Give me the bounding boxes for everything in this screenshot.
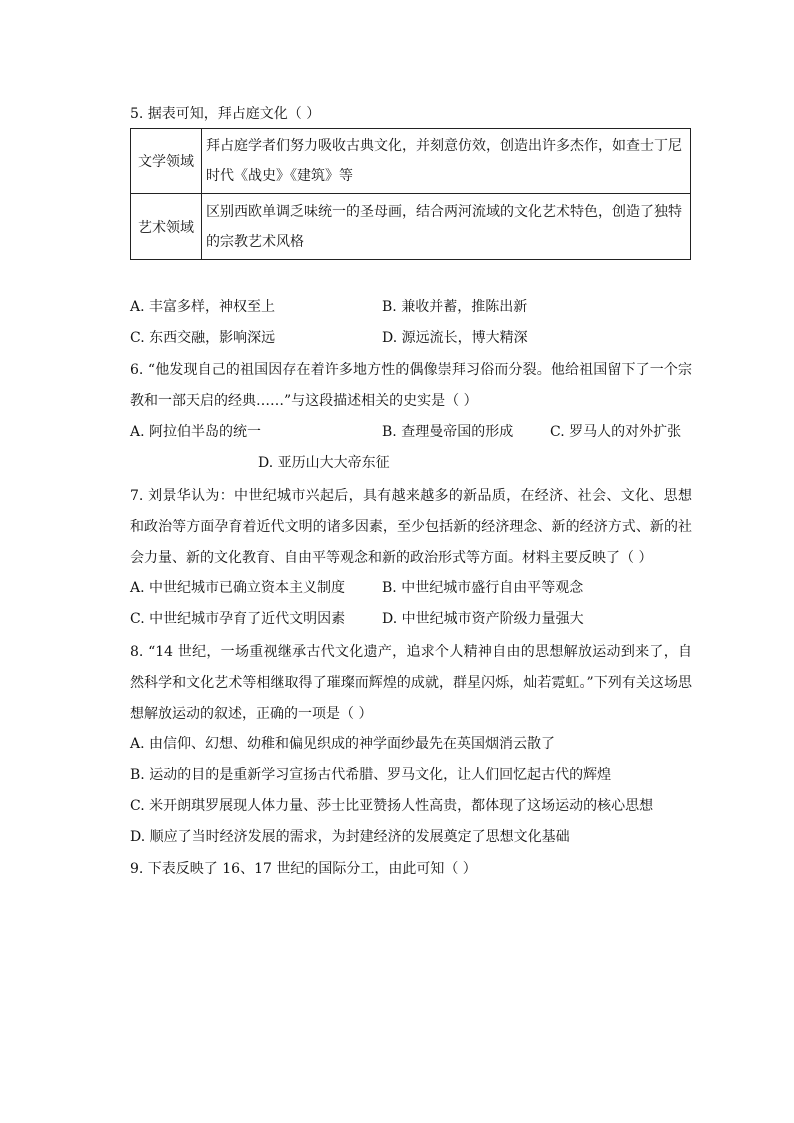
table-row <box>131 129 691 194</box>
table-cell-key: 艺术领域 <box>131 194 202 260</box>
table-cell-value: 区别西欧单调乏味统一的圣母画，结合两河流域的文化艺术特色，创造了独特的宗教艺术风格 <box>202 194 691 260</box>
q6-option-c: C. 罗马人的对外扩张 <box>550 424 682 440</box>
q9-stem: 9. 下表反映了 16、17 世纪的国际分工，由此可知（ ） <box>130 861 477 877</box>
table-cell-key: 文学领域 <box>131 129 202 194</box>
q5-stem: 5. 据表可知，拜占庭文化（ ） <box>130 106 321 122</box>
q5-option-a: A. 丰富多样，神权至上 <box>130 299 276 315</box>
q6-stem: 6. “他发现自己的祖国因存在着许多地方性的偶像崇拜习俗而分裂。他给祖国留下了一个宗教和一部天启的经典……”与这段描述相关的史实是（ ） <box>130 362 692 409</box>
q8-option-a: A. 由信仰、幻想、幼稚和偏见织成的神学面纱最先在英国烟消云散了 <box>130 736 556 752</box>
q8-stem: 8. “14 世纪，一场重视继承古代文化遗产，追求个人精神自由的思想解放运动到来了，自然科学和文化艺术等相继取得了璀璨而辉煌的成就，群星闪烁，灿若霓虹。”下列有关这场思想解放运动的叙述，正确的一项是（ ） <box>130 644 692 722</box>
q8-option-b: B. 运动的目的是重新学习宣扬古代希腊、罗马文化，让人们回忆起古代的辉煌 <box>130 767 612 783</box>
q7-option-b: B. 中世纪城市盛行自由平等观念 <box>382 580 584 596</box>
q7-option-c: C. 中世纪城市孕育了近代文明因素 <box>130 611 346 627</box>
q6-option-b: B. 查理曼帝国的形成 <box>382 424 514 440</box>
q8-option-d: D. 顺应了当时经济发展的需求，为封建经济的发展奠定了思想文化基础 <box>130 829 570 845</box>
q5-option-b: B. 兼收并蓄，推陈出新 <box>382 299 528 315</box>
table-cell-value: 拜占庭学者们努力吸收古典文化，并刻意仿效，创造出许多杰作，如查士丁尼时代《战史》《建筑》等 <box>202 129 691 194</box>
q7-option-a: A. 中世纪城市已确立资本主义制度 <box>130 580 346 596</box>
q7-stem: 7. 刘景华认为：中世纪城市兴起后，具有越来越多的新品质，在经济、社会、文化、思想和政治等方面孕育着近代文明的诸多因素，至少包括新的经济理念、新的经济方式、新的社会力量、新的文化教育、自由平等观念和新的政治形式等方面。材料主要反映了（ ） <box>130 488 692 566</box>
q5-option-c: C. 东西交融，影响深远 <box>130 330 276 346</box>
q7-option-d: D. 中世纪城市资产阶级力量强大 <box>382 611 584 627</box>
q5-option-d: D. 源远流长，博大精深 <box>382 330 528 346</box>
q6-option-a: A. 阿拉伯半岛的统一 <box>130 424 262 440</box>
q6-option-d: D. 亚历山大大帝东征 <box>258 455 390 471</box>
q8-option-c: C. 米开朗琪罗展现人体力量、莎士比亚赞扬人性高贵，都体现了这场运动的核心思想 <box>130 798 654 814</box>
q5-table <box>130 128 691 260</box>
table-row <box>131 194 691 260</box>
